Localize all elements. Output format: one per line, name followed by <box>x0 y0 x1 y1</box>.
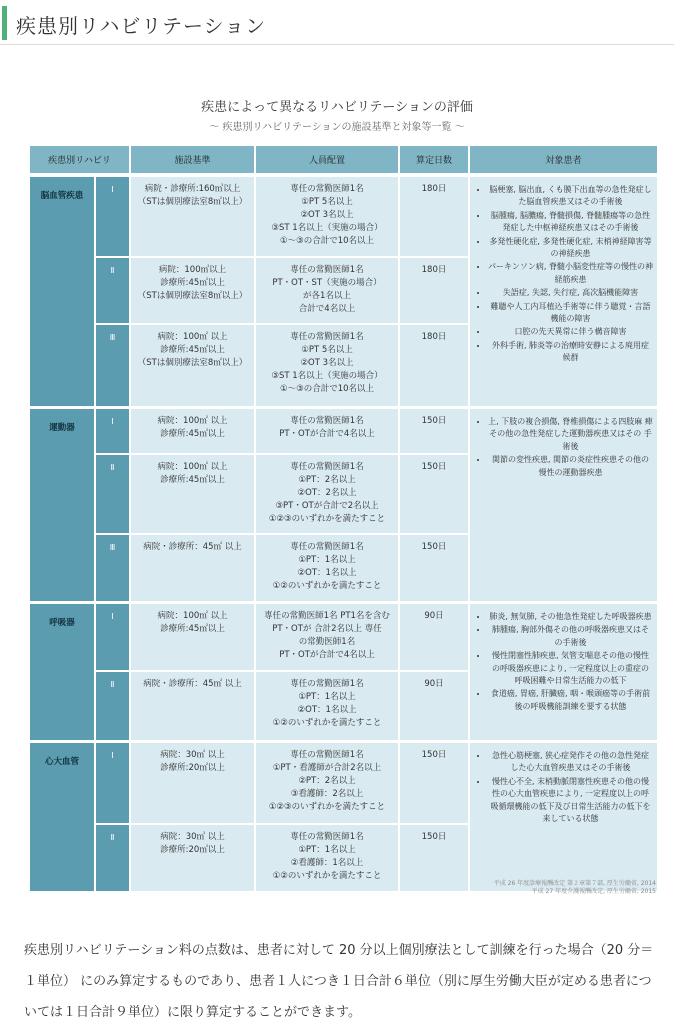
facility-line: （STは個別療法室8㎡以上） <box>137 291 248 301</box>
patient-list <box>476 184 653 365</box>
grade-level: Ⅱ <box>96 825 129 891</box>
target-patients <box>470 409 657 601</box>
facility-standard <box>131 672 254 740</box>
patient-item: • 口腔の先天異常に伴う構音障害 <box>488 326 653 338</box>
facility-standard <box>131 535 254 601</box>
facility-standard <box>131 177 254 256</box>
source-line: 平成 27 年度介護報酬改定, 厚生労働省, 2015 <box>531 888 656 895</box>
staff-line: ③PT・OTが合計で2名以上 <box>275 501 379 511</box>
staff-line: 専任の常勤医師1名 <box>290 265 364 275</box>
staff-line: ②OT 3名以上 <box>300 210 354 220</box>
patient-list <box>476 750 653 825</box>
staff-line: PT・OTが合計で4名以上 <box>279 650 375 660</box>
staff-line: ①～③の合計で10名以上 <box>279 384 375 394</box>
calc-days: 150日 <box>400 825 468 891</box>
disease-category: 心大血管 <box>30 743 94 891</box>
staff-line: 専任の常勤医師1名 <box>290 542 364 552</box>
facility-line: 診療所:45㎡以上 <box>160 475 225 485</box>
staff-line: ③ST 1名以上（実施の場合） <box>271 371 383 381</box>
calc-days: 150日 <box>400 455 468 533</box>
calc-days: 90日 <box>400 604 468 670</box>
facility-standard <box>131 409 254 453</box>
patient-item: • 慢性心不全, 末梢動脈閉塞性疾患その他の慢性の心大血管疾患により, 一定程度以上の呼吸循環機能の低下及び日常生活能力の低下を来している状態 <box>488 776 653 826</box>
target-patients <box>470 177 657 406</box>
calc-days: 90日 <box>400 672 468 740</box>
staff-line: ①PT：1名以上 <box>298 845 356 855</box>
target-patients <box>470 604 657 740</box>
facility-line: 診療所:45㎡以上 <box>160 624 225 634</box>
patient-item: • 多発性硬化症, 多発性硬化症, 末梢神経障害等の神経疾患 <box>488 236 653 261</box>
page-header <box>0 0 674 46</box>
staff-line: 専任の常勤医師1名 <box>290 416 364 426</box>
staff-line: ①②のいずれかを満たすこと <box>272 871 382 881</box>
rehab-criteria-table <box>30 146 657 881</box>
staff-line: ②看護師：1名以上 <box>290 858 364 868</box>
facility-line: 病院・診療所：45㎡ 以上 <box>143 542 242 552</box>
facility-line: 病院：100㎡以上 <box>158 265 227 275</box>
staff-line: ①PT・看護師が合計2名以上 <box>272 763 382 773</box>
patient-item: • 外科手術, 肺炎等の治療時安静による廃用症候群 <box>488 340 653 365</box>
patient-item: • 食道癌, 胃癌, 肝臓癌, 咽・喉頭癌等の手術前後の呼吸機能訓練を要する状態 <box>488 688 653 713</box>
facility-line: 診療所:20㎡以上 <box>160 845 225 855</box>
grade-level: Ⅲ <box>96 325 129 406</box>
staff-line: PT・OTが 合計2名以上 専任 <box>272 624 382 634</box>
staff-line: ①～③の合計で10名以上 <box>279 236 375 246</box>
staff-line: ①PT：1名以上 <box>298 555 356 565</box>
calc-days: 150日 <box>400 409 468 453</box>
facility-line: 診療所:45㎡以上 <box>160 429 225 439</box>
grade-level: Ⅰ <box>96 604 129 670</box>
facility-line: 病院：100㎡ 以上 <box>157 611 228 621</box>
staff-allocation <box>256 177 398 256</box>
facility-line: 病院：30㎡ 以上 <box>160 832 225 842</box>
staff-line: ①PT：2名以上 <box>298 475 356 485</box>
grade-level: Ⅰ <box>96 409 129 453</box>
disease-category: 呼吸器 <box>30 604 94 740</box>
facility-standard <box>131 455 254 533</box>
staff-allocation <box>256 743 398 823</box>
grade-level: Ⅰ <box>96 177 129 256</box>
calc-days: 180日 <box>400 325 468 406</box>
staff-line: ②PT：2名以上 <box>298 776 356 786</box>
facility-line: 診療所:20㎡以上 <box>160 763 225 773</box>
staff-line: ①PT 5名以上 <box>301 197 353 207</box>
staff-line: PT・OT・ST（実施の場合） <box>272 278 382 288</box>
staff-line: の常勤医師1名 <box>298 637 356 647</box>
facility-line: 診療所:45㎡以上 <box>160 345 225 355</box>
staff-line: 専任の常勤医師1名 PT1名を含む <box>264 611 390 621</box>
facility-line: 病院：100㎡ 以上 <box>157 462 228 472</box>
staff-line: 専任の常勤医師1名 <box>290 462 364 472</box>
staff-line: 合計で4名以上 <box>298 304 356 314</box>
facility-standard <box>131 258 254 323</box>
patient-item: • 慢性閉塞性肺疾患, 気管支喘息その他の慢性の呼吸器疾患により, 一定程度以上の重症の呼吸困難や日常生活能力の低下 <box>488 650 653 687</box>
facility-line: 病院・診療所：45㎡ 以上 <box>143 679 242 689</box>
staff-line: 専任の常勤医師1名 <box>290 832 364 842</box>
facility-standard <box>131 325 254 406</box>
facility-line: （STは個別療法室8㎡以上） <box>137 197 248 207</box>
header-accent-bar <box>2 6 7 40</box>
staff-line: 専任の常勤医師1名 <box>290 750 364 760</box>
staff-line: ①PT 5名以上 <box>301 345 353 355</box>
patient-item: • パーキンソン病, 脊髄小脳変性症等の慢性の神経筋疾患 <box>488 261 653 286</box>
facility-line: 病院：100㎡ 以上 <box>157 332 228 342</box>
header-facility: 施設基準 <box>131 146 254 173</box>
facility-standard <box>131 825 254 891</box>
grade-level: Ⅱ <box>96 258 129 323</box>
staff-line: 専任の常勤医師1名 <box>290 184 364 194</box>
facility-line: 病院：100㎡ 以上 <box>157 416 228 426</box>
staff-line: ①PT：1名以上 <box>298 692 356 702</box>
grade-level: Ⅱ <box>96 455 129 533</box>
header-divider <box>0 44 674 45</box>
staff-line: 専任の常勤医師1名 <box>290 679 364 689</box>
calc-days: 180日 <box>400 177 468 256</box>
grade-level: Ⅰ <box>96 743 129 823</box>
disease-category: 運動器 <box>30 409 94 601</box>
staff-line: ②OT：1名以上 <box>297 705 357 715</box>
explanation-paragraph: 疾患別リハビリテーション料の点数は、患者に対して 20 分以上個別療法として訓練を行った場合（20 分＝１単位） にのみ算定するものであり、患者１人につき１日合計６単位（別に厚生労働大臣が定める患者については１日合計９単位）に限り算定することができます。 <box>24 943 654 1020</box>
header-staff: 人員配置 <box>256 146 398 173</box>
facility-line: 病院・診療所:160㎡以上 <box>144 184 241 194</box>
staff-line: ②OT：2名以上 <box>297 488 357 498</box>
staff-line: ①②のいずれかを満たすこと <box>272 718 382 728</box>
patient-item: • 脳梗塞, 脳出血, くも膜下出血等の急性発症した脳血管疾患又はその手術後 <box>488 184 653 209</box>
header-days: 算定日数 <box>400 146 468 173</box>
staff-allocation <box>256 409 398 453</box>
facility-line: 診療所:45㎡以上 <box>160 278 225 288</box>
patient-item: • 急性心筋梗塞, 狭心症発作その他の急性発症した心大血管疾患又はその手術後 <box>488 750 653 775</box>
staff-line: ③ST 1名以上（実施の場合） <box>271 223 383 233</box>
staff-allocation <box>256 672 398 740</box>
staff-line: ①②のいずれかを満たすこと <box>272 581 382 591</box>
calc-days: 180日 <box>400 258 468 323</box>
staff-line: ①②③のいずれかを満たすこと <box>268 802 386 812</box>
document-subtitle: ～ 疾患別リハビリテーションの施設基準と対象等一覧 ～ <box>209 122 465 133</box>
disease-category: 脳血管疾患 <box>30 177 94 406</box>
facility-line: 病院：30㎡ 以上 <box>160 750 225 760</box>
staff-line: ①②③のいずれかを満たすこと <box>268 514 386 524</box>
facility-standard <box>131 604 254 670</box>
staff-line: が各1名以上 <box>303 291 351 301</box>
staff-allocation <box>256 535 398 601</box>
facility-line: （STは個別療法室8㎡以上） <box>137 358 248 368</box>
target-patients <box>470 743 657 891</box>
grade-level: Ⅱ <box>96 672 129 740</box>
source-note <box>356 880 656 896</box>
header-disease: 疾患別リハビリ <box>30 146 129 173</box>
staff-line: 専任の常勤医師1名 <box>290 332 364 342</box>
patient-item: • 失語症, 失認, 失行症, 高次脳機能障害 <box>488 287 653 299</box>
patient-list <box>476 611 653 713</box>
staff-allocation <box>256 604 398 670</box>
patient-item: • 上, 下肢の複合損傷, 脊椎損傷による四肢麻 痺その他の急性発症した運動器疾患又はその 手術後 <box>488 416 653 453</box>
staff-allocation <box>256 258 398 323</box>
staff-allocation <box>256 325 398 406</box>
staff-line: ②OT 3名以上 <box>300 358 354 368</box>
source-line: 平成 26 年度診療報酬改定 第２章第７部, 厚生労働省, 2014 <box>493 880 656 887</box>
patient-item: • 関節の変性疾患, 関節の炎症性疾患その他の 慢性の運動器疾患 <box>488 454 653 479</box>
patient-item: • 脳腫瘍, 脳膿瘍, 脊髄損傷, 脊髄腫瘍等の急性発症した中枢神経疾患又はその手術後 <box>488 210 653 235</box>
calc-days: 150日 <box>400 743 468 823</box>
facility-standard <box>131 743 254 823</box>
page-title: 疾患別リハビリテーション <box>16 14 267 38</box>
patient-item: • 肺炎, 無気肺, その他急性発症した呼吸器疾患 <box>488 611 653 623</box>
header-patients: 対象患者 <box>470 146 657 173</box>
staff-allocation <box>256 455 398 533</box>
patient-item: • 難聴や人工内耳植込手術等に伴う聴覚・言語機能の障害 <box>488 301 653 326</box>
patient-list <box>476 416 653 479</box>
staff-line: ②OT：1名以上 <box>297 568 357 578</box>
staff-line: PT・OTが合計で4名以上 <box>279 429 375 439</box>
grade-level: Ⅲ <box>96 535 129 601</box>
calc-days: 150日 <box>400 535 468 601</box>
patient-item: • 肺腫瘍, 胸部外傷その他の呼吸器疾患又はその手術後 <box>488 624 653 649</box>
staff-line: ③看護師：2名以上 <box>290 789 364 799</box>
document-title: 疾患によって異なるリハビリテーションの評価 <box>201 100 473 115</box>
